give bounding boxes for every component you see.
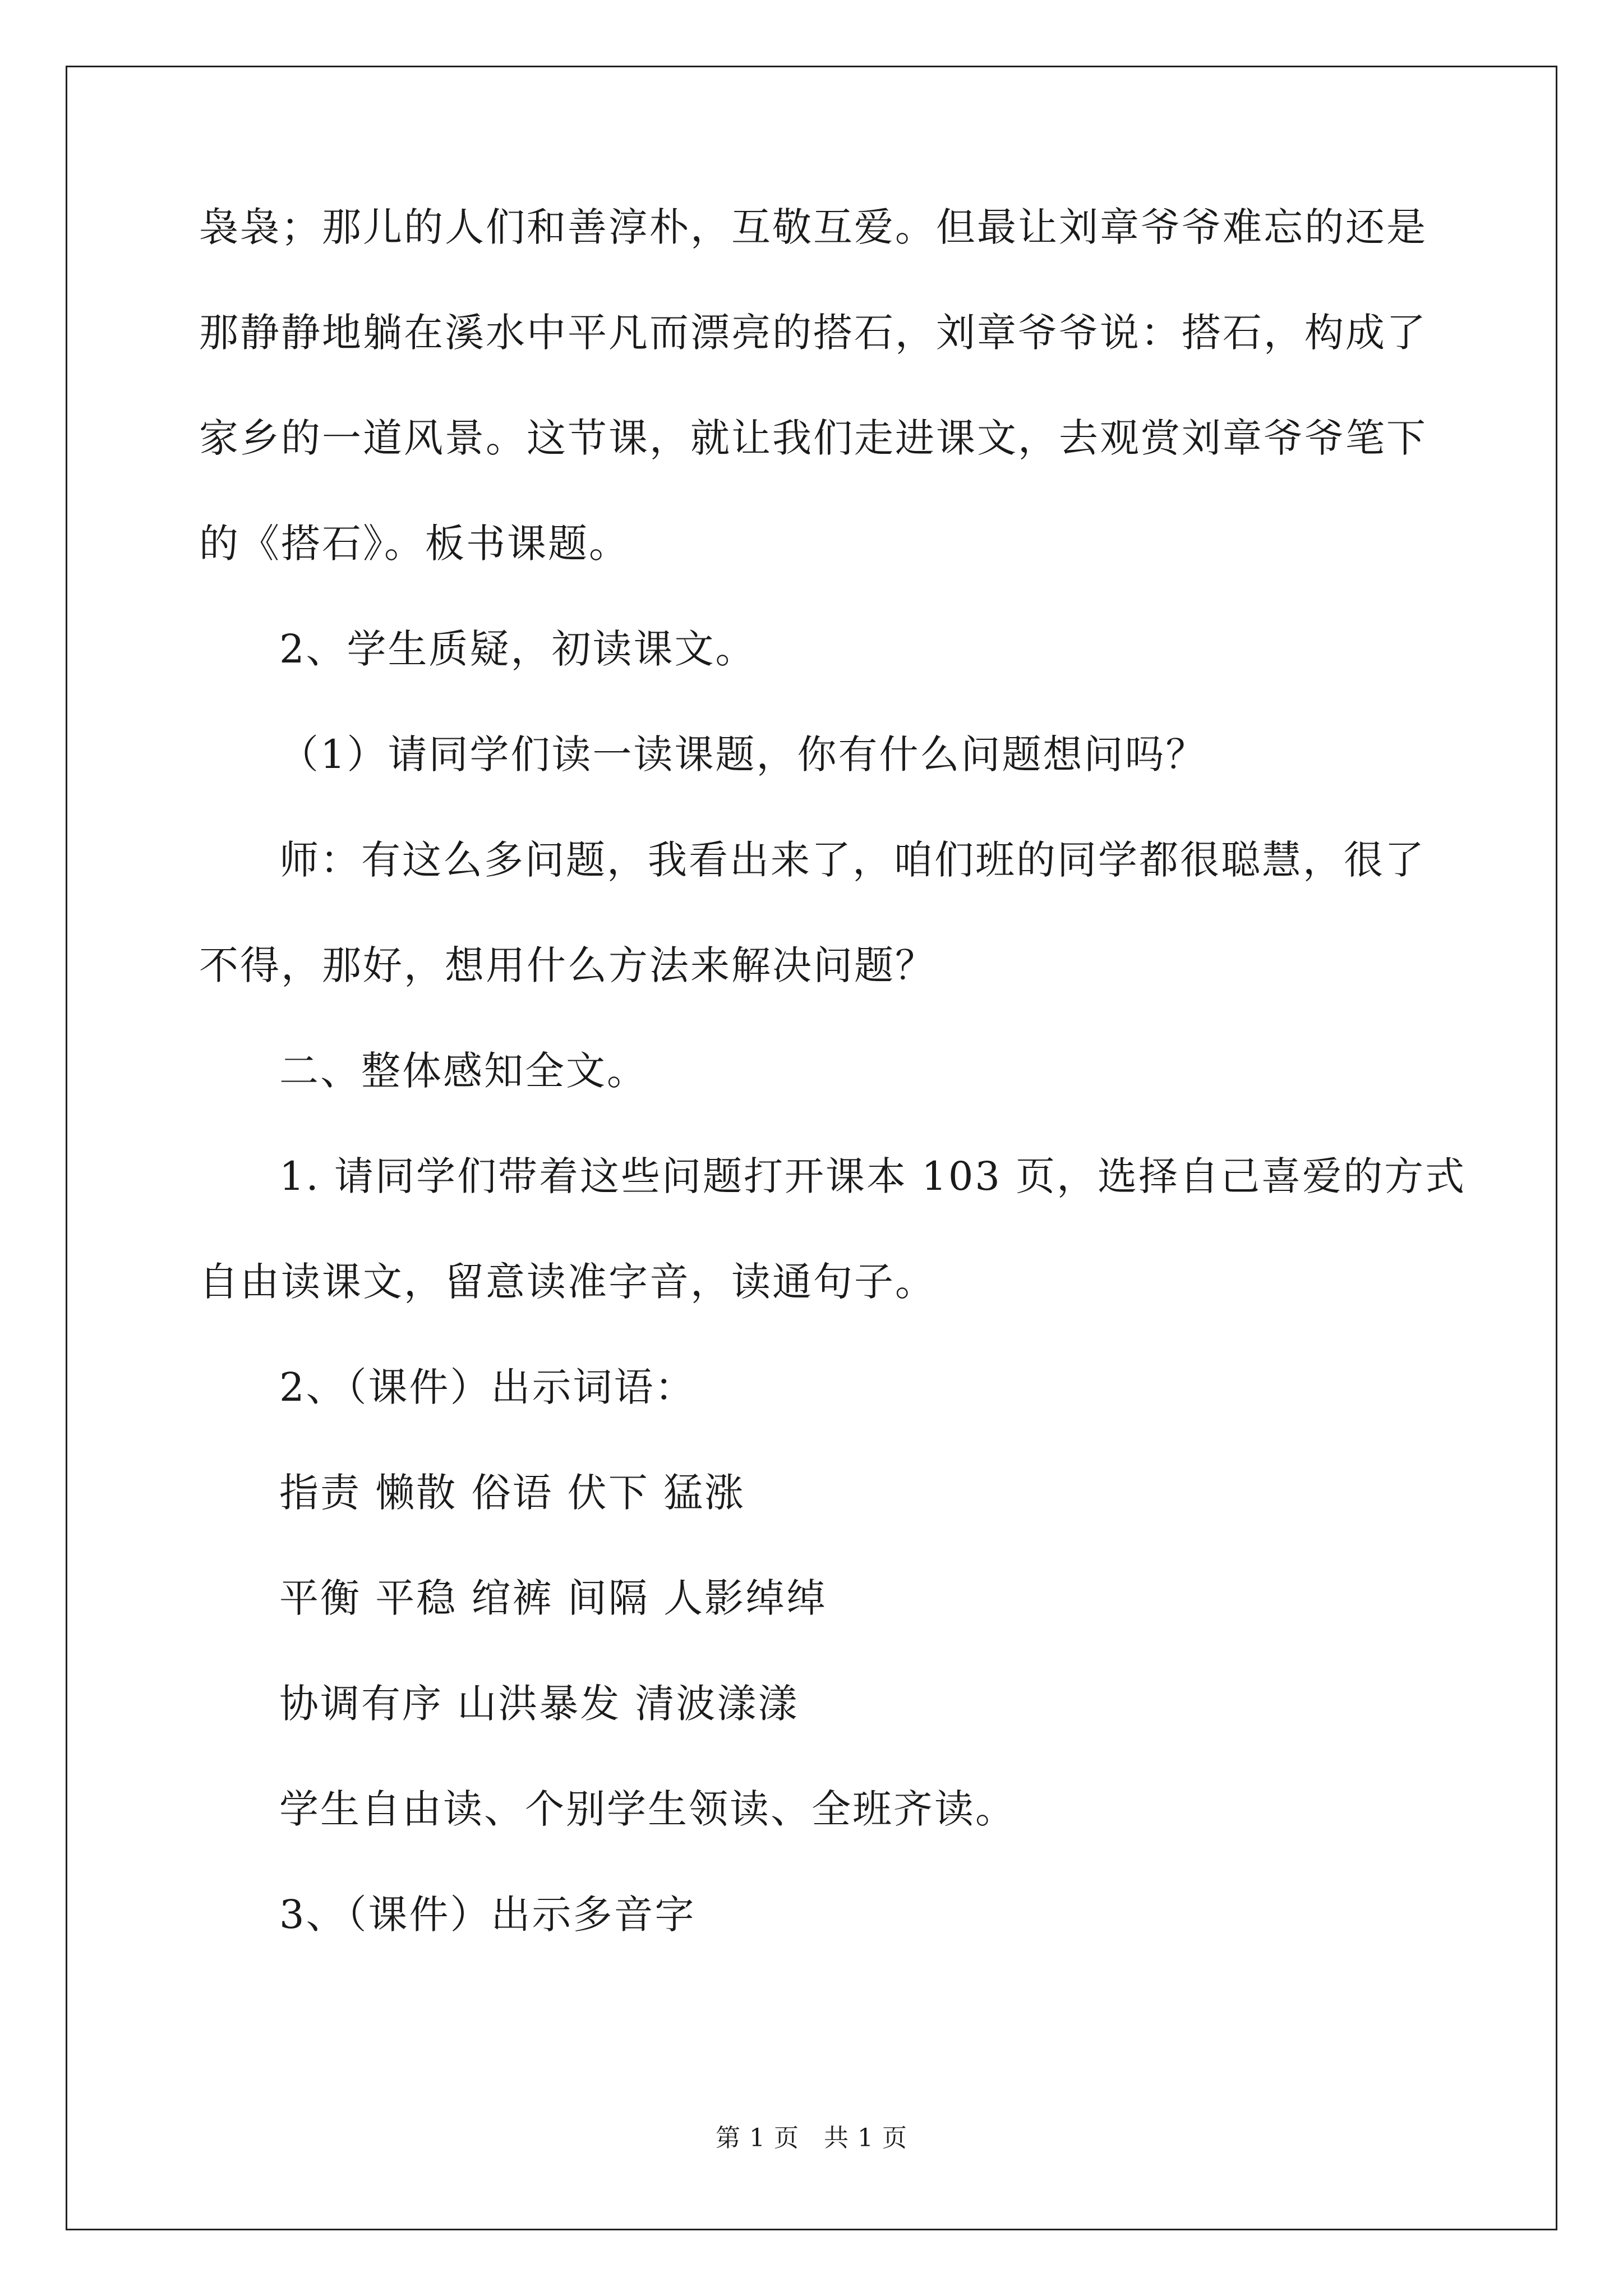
vocabulary-line: 平衡 平稳 绾裤 间隔 人影绰绰 [279, 1575, 828, 1621]
paragraph-line: 自由读课文，留意读准字音，读通句子。 [199, 1259, 936, 1305]
paragraph-line: 2、学生质疑，初读课文。 [279, 626, 757, 672]
paragraph-line: （1）请同学们读一读课题，你有什么问题想问吗？ [279, 731, 1207, 777]
paragraph-line: 1. 请同学们带着这些问题打开课本 103 页，选择自己喜爱的方式 [279, 1153, 1467, 1199]
paragraph-line: 的《搭石》。板书课题。 [199, 521, 630, 567]
document-body [199, 204, 1467, 2000]
paragraph-line: 那静静地躺在溪水中平凡而漂亮的搭石，刘章爷爷说：搭石，构成了 [199, 310, 1427, 356]
paragraph-line: 师：有这么多问题，我看出来了，咱们班的同学都很聪慧，很了 [279, 837, 1426, 883]
paragraph-line: 3、（课件）出示多音字 [279, 1892, 696, 1938]
page-number-current: 第 1 页 [716, 2124, 799, 2152]
section-heading: 二、整体感知全文。 [279, 1048, 648, 1094]
vocabulary-line: 协调有序 山洪暴发 清波漾漾 [279, 1681, 799, 1727]
page-number-total: 共 1 页 [824, 2124, 907, 2152]
paragraph-line: 2、（课件）出示词语： [279, 1364, 696, 1410]
page-footer [0, 2126, 1623, 2151]
paragraph-line: 袅袅；那儿的人们和善淳朴，互敬互爱。但最让刘章爷爷难忘的还是 [199, 204, 1427, 250]
paragraph-line: 不得，那好，想用什么方法来解决问题？ [199, 942, 936, 988]
paragraph-line: 学生自由读、个别学生领读、全班齐读。 [279, 1786, 1016, 1832]
paragraph-line: 家乡的一道风景。这节课，就让我们走进课文，去观赏刘章爷爷笔下 [199, 415, 1427, 461]
vocabulary-line: 指责 懒散 俗语 伏下 猛涨 [279, 1470, 746, 1516]
